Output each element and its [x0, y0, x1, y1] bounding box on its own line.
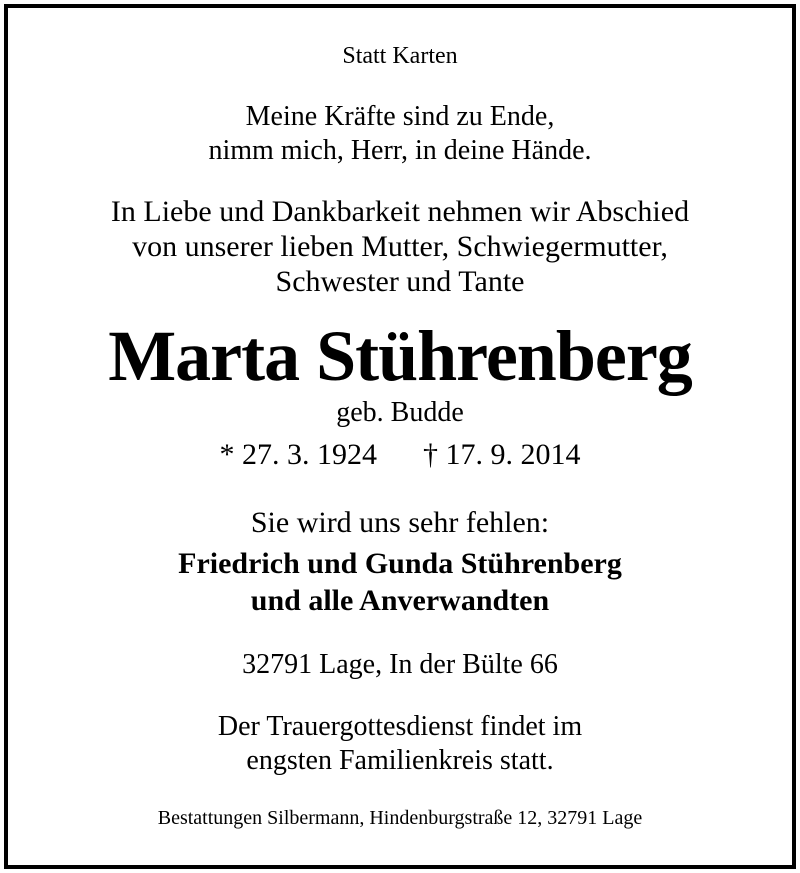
life-dates: [8, 440, 792, 470]
obituary-frame: [4, 4, 796, 869]
closing-text: Sie wird uns sehr fehlen:: [250, 506, 550, 539]
intro-line-3: Schwester und Tante: [275, 265, 525, 298]
deceased-name: Marta Stührenberg: [108, 316, 692, 396]
verse-line-1: Meine Kräfte sind zu Ende,: [245, 101, 555, 132]
intro-line-2: von unserer lieben Mutter, Schwiegermutter,: [132, 230, 668, 263]
undertaker-info: Bestattungen Silbermann, Hindenburgstraße 12, 32791 Lage: [157, 807, 643, 829]
header-text: Statt Karten: [342, 43, 458, 69]
service-line-1: Der Trauergottesdienst findet im: [217, 711, 583, 742]
verse-line-2: nimm mich, Herr, in deine Hände.: [208, 135, 592, 166]
birth-name: geb. Budde: [336, 397, 464, 428]
address: 32791 Lage, In der Bülte 66: [242, 649, 558, 680]
mourners-line-1: Friedrich und Gunda Stührenberg: [178, 547, 622, 580]
death-date: † 17. 9. 2014: [423, 438, 581, 471]
mourners-line-2: und alle Anverwandten: [250, 584, 550, 617]
birth-date: * 27. 3. 1924: [219, 438, 377, 471]
intro-line-1: In Liebe und Dankbarkeit nehmen wir Abschied: [110, 195, 690, 228]
service-line-2: engsten Familienkreis statt.: [246, 745, 554, 776]
